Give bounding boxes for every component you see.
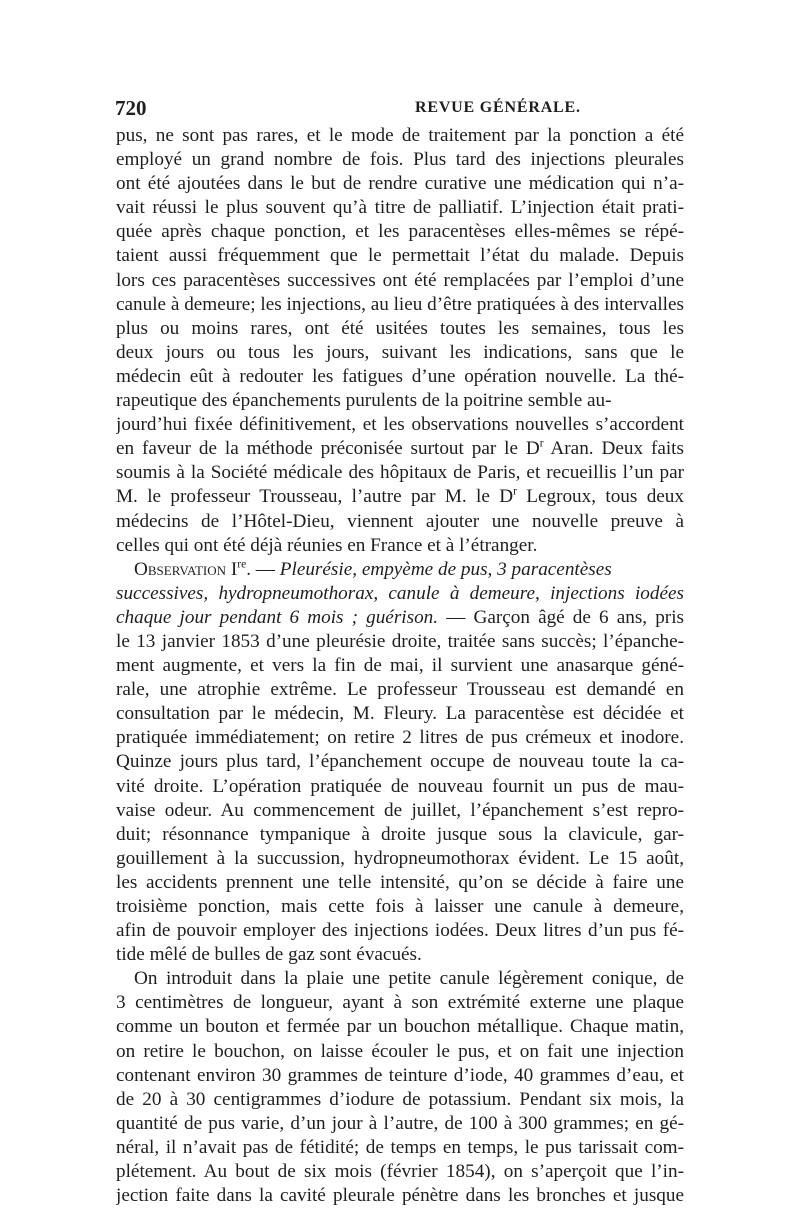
text-line: afin de pouvoir employer des injections iodées. Deux litres d’un pus fé- (116, 920, 684, 942)
text-line: médecins de l’Hôtel-Dieu, viennent ajouter une nouvelle preuve à (116, 510, 684, 532)
superscript: r (513, 486, 517, 499)
text-line: lors ces paracentèses successives ont été remplacées par l’emploi d’une (116, 269, 684, 291)
text-line: on retire le bouchon, on laisse écouler le pus, et on fait une injection (116, 1040, 684, 1062)
text-line: de 20 à 30 centigrammes d’iodure de potassium. Pendant six mois, la (116, 1088, 684, 1110)
superscript: re (237, 558, 247, 571)
text-line: gouillement à la succussion, hydropneumothorax évident. Le 15 août, (116, 847, 684, 869)
text-line: pratiquée immédiatement; on retire 2 litres de pus crémeux et inodore. (116, 727, 684, 749)
observation-heading: Observation Ire. — Pleurésie, empyème de pus, 3 paracentèses (134, 558, 612, 580)
text-line: jection faite dans la cavité pleurale pénètre dans les bronches et jusque (116, 1185, 684, 1207)
text-line: pus, ne sont pas rares, et le mode de traitement par la ponction a été (116, 125, 684, 146)
text-line: comme un bouton et fermée par un bouchon métallique. Chaque matin, (116, 1016, 684, 1038)
text-line: M. le professeur Trousseau, l’autre par M. le $D^r$ Legroux, tous deux (116, 486, 684, 508)
text-line: vité droite. L’opération pratiquée de nouveau fournit un pus de mau- (116, 775, 684, 797)
text-line: plus ou moins rares, ont été usitées toutes les semaines, tous les (116, 317, 684, 339)
text-line: tide mêlé de bulles de gaz sont évacués. (116, 944, 422, 966)
text-line: celles qui ont été déjà réunies en France et à l’étranger. (116, 534, 538, 556)
text-line: successives, hydropneumothorax, canule à demeure, injections iodées (116, 582, 684, 604)
text-line: jourd’hui fixée définitivement, et les observations nouvelles s’accordent (116, 414, 684, 436)
text-line: canule à demeure; les injections, au lieu d’être pratiquées à des intervalles (116, 293, 684, 315)
text-line: néral, il n’avait pas de fétidité; de temps en temps, le pus tarissait com- (116, 1136, 684, 1158)
text-line: vait réussi le plus souvent qu’à titre de palliatif. L’injection était prati- (116, 197, 684, 219)
observation-title: Pleurésie, empyème de pus, 3 paracentèses (279, 558, 612, 580)
page-header (115, 96, 685, 122)
text-line: employé un grand nombre de fois. Plus tard des injections pleurales (116, 149, 684, 171)
body-text (116, 124, 684, 1208)
text-line: rapeutique des épanchements purulents de la poitrine semble au- (116, 390, 612, 412)
text-line: le 13 janvier 1853 d’une pleurésie droite, traitée sans succès; l’épanche- (116, 630, 684, 652)
text-line: troisième ponction, mais cette fois à laisser une canule à demeure, (116, 896, 684, 917)
running-head: REVUE GÉNÉRALE. (415, 99, 581, 116)
text-line: contenant environ 30 grammes de teinture d’iode, 40 grammes d’eau, et (116, 1064, 684, 1086)
text-line: rale, une atrophie extrême. Le professeur Trousseau est demandé en (116, 679, 684, 701)
text-line: médecin eût à redouter les fatigues d’une opération nouvelle. La thé- (116, 365, 684, 387)
text-line: On introduit dans la plaie une petite canule légèrement conique, de (134, 968, 684, 990)
text-line: quantité de pus varie, d’un jour à l’autre, de 100 à 300 grammes; en gé- (116, 1112, 684, 1134)
text-line: soumis à la Société médicale des hôpitaux de Paris, et recueillis l’un par (116, 462, 684, 484)
text-line: ont été ajoutées dans le but de rendre curative une médication qui n’a- (116, 173, 684, 195)
text-line: quée après chaque ponction, et les paracentèses elles-mêmes se répé- (116, 221, 684, 243)
text-line: duit; résonnance tympanique à droite jusque sous la clavicule, gar- (116, 823, 684, 845)
text-line: les accidents prennent une telle intensité, qu’on se décide à faire une (116, 871, 684, 893)
text-line: vaise odeur. Au commencement de juillet, l’épanchement s’est repro- (116, 799, 684, 821)
text-line: consultation par le médecin, M. Fleury. La paracentèse est décidée et (116, 703, 684, 725)
text-line: en faveur de la méthode préconisée surtout par le $D^r$ Aran. Deux faits (116, 437, 684, 460)
superscript: r (539, 437, 544, 450)
text-line: deux jours ou tous les jours, suivant les indications, sans que le (116, 341, 684, 363)
page-number: 720 (115, 96, 147, 120)
text-line: Quinze jours plus tard, l’épanchement occupe de nouveau toute la ca- (116, 751, 684, 773)
text-line: taient aussi fréquemment que le permettait l’état du malade. Depuis (116, 245, 684, 267)
text-line: plétement. Au bout de six mois (février 1854), on s’aperçoit que l’in- (116, 1161, 684, 1183)
text-line: 3 centimètres de longueur, ayant à son extrémité externe une plaque (116, 992, 684, 1014)
text-line: ment augmente, et vers la fin de mai, il survient une anasarque géné- (116, 655, 684, 677)
text-line: chaque jour pendant 6 mois ; guérison. — Garçon âgé de 6 ans, pris (116, 606, 684, 628)
